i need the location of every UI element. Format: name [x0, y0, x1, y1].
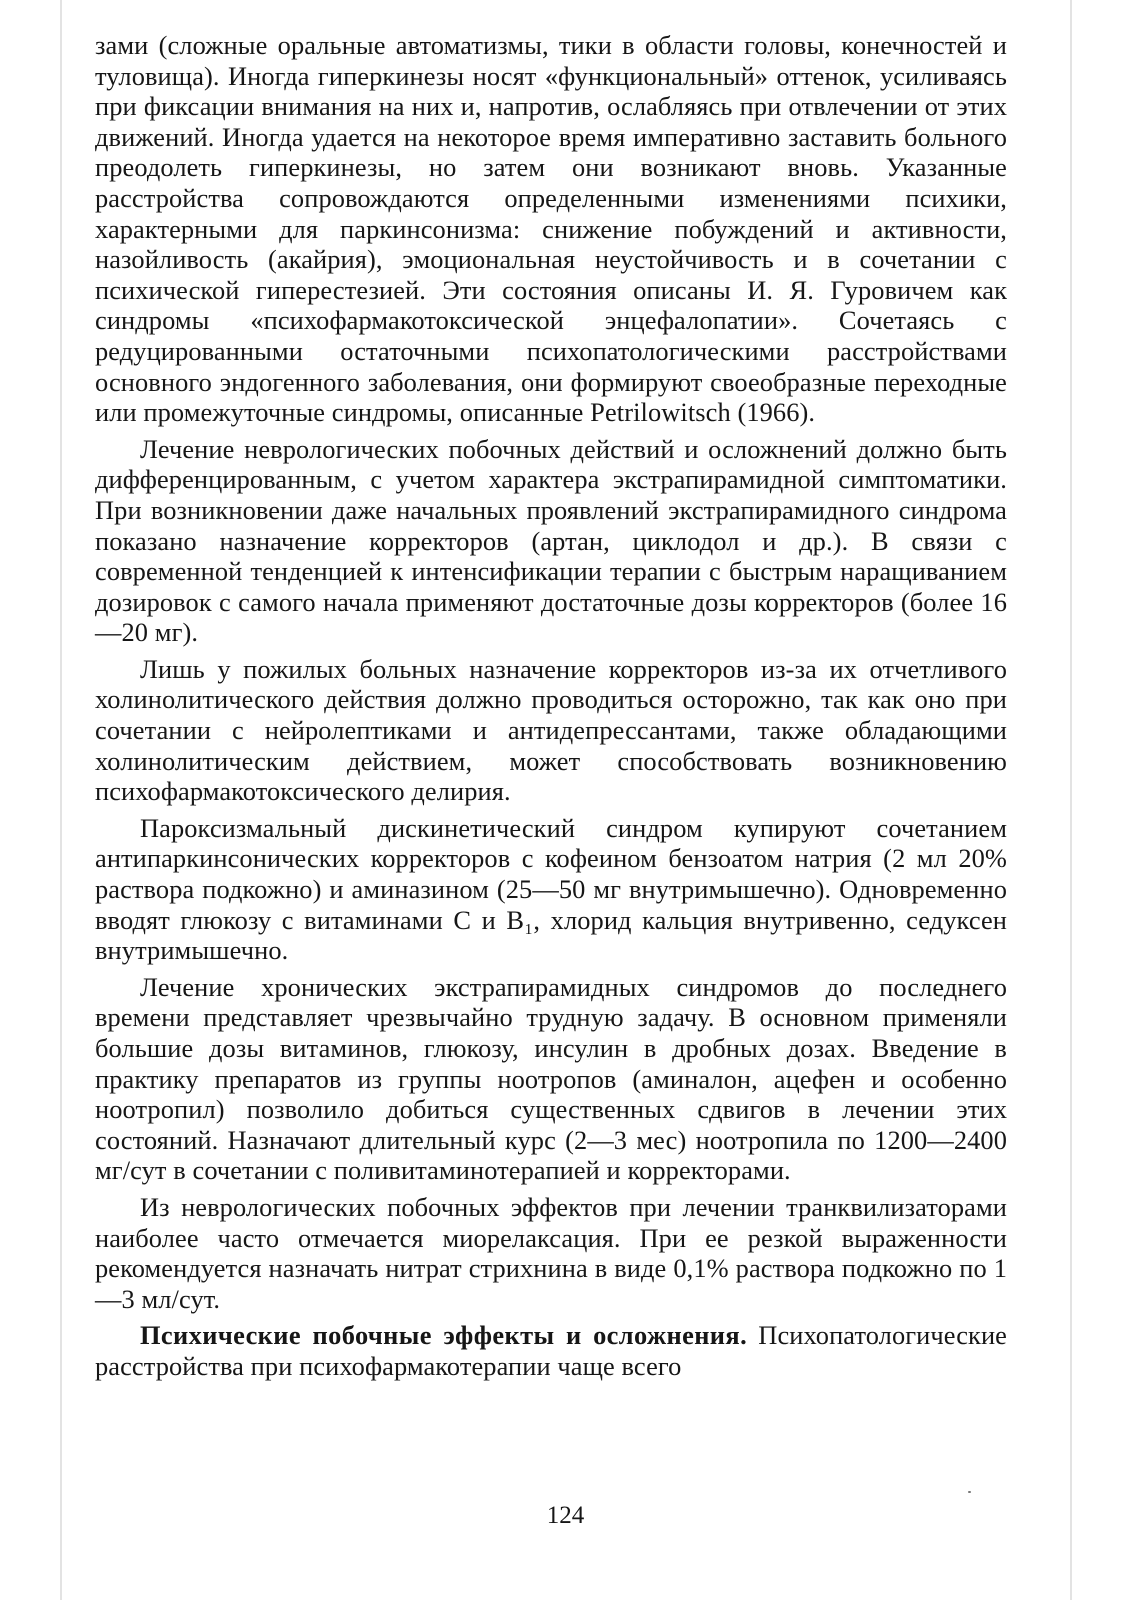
paragraph-with-heading	[95, 1320, 1007, 1381]
page-left-edge	[60, 0, 62, 1600]
page-right-edge	[1070, 0, 1072, 1600]
paragraph: Из неврологических побочных эффектов при лечении транквилизаторами наиболее часто отмечается миорелаксация. При ее резкой выраженности рекомендуется назначать нитрат стрихнина в виде 0,1% раствора подкожно по 1—3 мл/сут.	[95, 1191, 1007, 1314]
page-number: 124	[546, 1502, 585, 1529]
paragraph: Лечение неврологических побочных действий и осложнений должно быть дифференцированным, с учетом характера экстрапирамидной симптоматики. При возникновении даже начальных проявлений экстрапирамидного синдрома показано назначение корректоров (артан, циклодол и др.). В связи с современной тенденцией к интенсификации терапии с быстрым наращиванием дозировок с самого начала применяют достаточные дозы корректоров (более 16—20 мг).	[95, 433, 1007, 648]
scan-speck	[968, 1491, 971, 1493]
body-text	[95, 30, 1007, 1382]
paragraph: зами (сложные оральные автоматизмы, тики в области головы, конечностей и туловища). Иногда гиперкинезы носят «функциональный» оттенок, усиливаясь при фиксации внимания на них и, напротив, ослабляясь при отвлечении от этих движений. Иногда удается на некоторое время императивно заставить больного преодолеть гиперкинезы, но затем они возникают вновь. Указанные расстройства сопровождаются определенными изменениями психики, характерными для паркинсонизма: снижение побуждений и активности, назойливость (акайрия), эмоциональная неустойчивость и в сочетании с психической гиперестезией. Эти состояния описаны И. Я. Гуровичем как синдромы «психофармакотоксической энцефалопатии». Сочетаясь с редуцированными остаточными психопатологическими расстройствами основного эндогенного заболевания, они формируют своеобразные переходные или промежуточные синдромы, описанные Petrilowitsch (1966).	[95, 30, 1007, 428]
paragraph: Лечение хронических экстрапирамидных синдромов до последнего времени представляет чрезвычайно трудную задачу. В основном применяли большие дозы витаминов, глюкозу, инсулин в дробных дозах. Введение в практику препаратов из группы ноотропов (аминалон, ацефен и особенно ноотропил) позволило добиться существенных сдвигов в лечении этих состояний. Назначают длительный курс (2—3 мес) ноотропила по 1200—2400 мг/сут в сочетании с поливитаминотерапией и корректорами.	[95, 971, 1007, 1186]
paragraph: Лишь у пожилых больных назначение корректоров из-за их отчетливого холинолитического действия должно проводиться осторожно, так как оно при сочетании с нейролептиками и антидепрессантами, также обладающими холинолитическим действием, может способствовать возникновению психофармакотоксического делирия.	[95, 653, 1007, 807]
paragraph: Пароксизмальный дискинетический синдром купируют сочетанием антипаркинсонических корректоров с кофеином бензоатом натрия (2 мл 20% раствора подкожно) и аминазином (25—50 мг внутримышечно). Одновременно вводят глюкозу с витаминами С и В₁, хлорид кальция внутривенно, седуксен внутримышечно.	[95, 812, 1007, 966]
section-heading: Психические побочные эффекты и осложнения.	[140, 1320, 748, 1351]
paragraph-text: Психопатологические расстройства при психофармакотерапии чаще всего	[95, 1320, 1007, 1381]
